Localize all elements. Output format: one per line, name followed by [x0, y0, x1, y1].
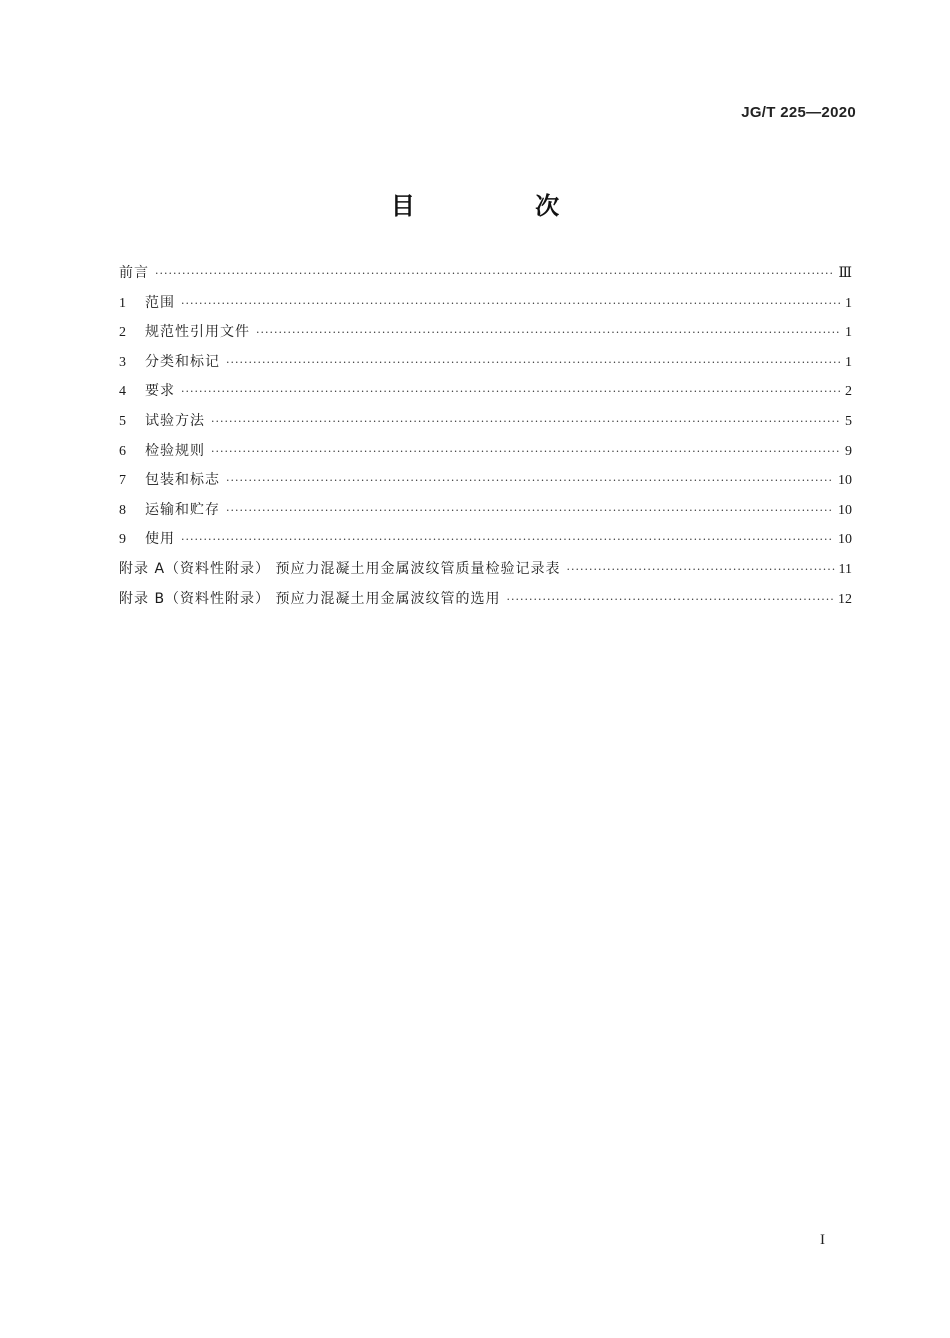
- toc-entry-number: 4: [119, 384, 126, 400]
- toc-entry-number: 6: [119, 443, 126, 459]
- toc-leader-dots: [181, 533, 834, 546]
- table-of-contents: [119, 262, 852, 617]
- toc-entry-page: 1: [845, 325, 852, 341]
- toc-leader-dots: [211, 415, 840, 428]
- toc-entry-label: 附录 A（资料性附录） 预应力混凝土用金属波纹管质量检验记录表: [119, 560, 561, 577]
- toc-entry-2[interactable]: [119, 321, 852, 351]
- toc-leader-dots: [566, 563, 834, 576]
- toc-leader-dots: [211, 445, 840, 458]
- toc-title: 目 次: [390, 192, 616, 220]
- toc-leader-dots: [181, 297, 840, 310]
- toc-entry-page: 1: [845, 295, 852, 311]
- toc-entry-label: 检验规则: [145, 442, 205, 459]
- toc-entry-appendix-b[interactable]: [119, 588, 852, 618]
- toc-entry-label: 试验方法: [145, 412, 205, 429]
- toc-entry-label: 附录 B（资料性附录） 预应力混凝土用金属波纹管的选用: [119, 590, 501, 607]
- toc-entry-number: 1: [119, 295, 126, 311]
- toc-entry-4[interactable]: [119, 380, 852, 410]
- toc-entry-label: 运输和贮存: [145, 501, 220, 518]
- toc-entry-number: 7: [119, 473, 126, 489]
- toc-entry-7[interactable]: [119, 469, 852, 499]
- toc-entry-1[interactable]: [119, 292, 852, 322]
- toc-entry-9[interactable]: [119, 528, 852, 558]
- toc-entry-page: Ⅲ: [838, 266, 852, 281]
- toc-entry-appendix-a[interactable]: [119, 558, 852, 588]
- toc-entry-label: 要求: [145, 383, 175, 400]
- toc-entry-8[interactable]: [119, 499, 852, 529]
- toc-leader-dots: [226, 504, 834, 517]
- toc-entry-label: 前言: [119, 265, 149, 281]
- toc-entry-foreword[interactable]: [119, 262, 852, 292]
- document-code: JG/T 225—2020: [741, 104, 856, 121]
- toc-leader-dots: [256, 326, 840, 339]
- toc-entry-label: 包装和标志: [145, 472, 220, 489]
- toc-entry-number: 8: [119, 502, 126, 518]
- toc-leader-dots: [181, 385, 840, 398]
- toc-leader-dots: [507, 593, 834, 606]
- toc-entry-page: 1: [845, 354, 852, 370]
- toc-entry-page: 11: [838, 561, 852, 577]
- toc-entry-5[interactable]: [119, 410, 852, 440]
- toc-entry-page: 5: [845, 413, 852, 429]
- toc-leader-dots: [155, 267, 834, 280]
- toc-entry-page: 9: [845, 443, 852, 459]
- toc-leader-dots: [226, 474, 834, 487]
- toc-entry-page: 2: [845, 384, 852, 400]
- toc-entry-label: 规范性引用文件: [145, 324, 250, 341]
- toc-entry-page: 10: [838, 532, 852, 548]
- toc-entry-label: 范围: [145, 294, 175, 311]
- toc-entry-label: 使用: [145, 531, 175, 548]
- toc-entry-label: 分类和标记: [145, 353, 220, 370]
- toc-entry-number: 2: [119, 325, 126, 341]
- toc-leader-dots: [226, 356, 840, 369]
- toc-entry-page: 10: [838, 502, 852, 518]
- toc-entry-number: 3: [119, 354, 126, 370]
- toc-entry-page: 12: [838, 591, 852, 607]
- toc-entry-page: 10: [838, 473, 852, 489]
- page-number: I: [820, 1232, 825, 1248]
- toc-entry-number: 5: [119, 413, 126, 429]
- toc-entry-number: 9: [119, 532, 126, 548]
- toc-entry-3[interactable]: [119, 351, 852, 381]
- toc-entry-6[interactable]: [119, 440, 852, 470]
